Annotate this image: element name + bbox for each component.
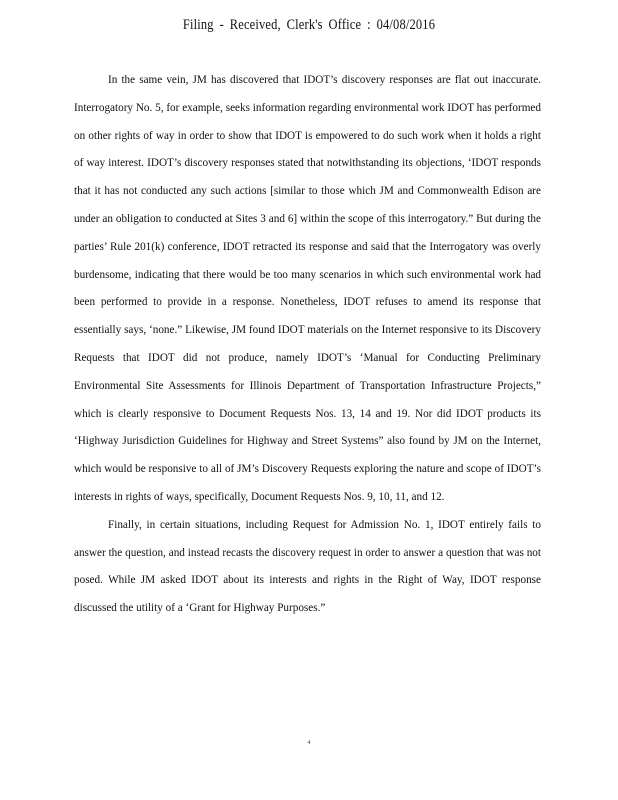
paragraph-request-for-admission: Finally, in certain situations, including Request for Admission No. 1, IDOT entirely fails to answer the question, and instead recasts the discovery request in order to answer a question that was not posed. While JM asked IDOT about its interests and rights in the Right of Way, IDOT response discussed the utility of a ‘Grant for Highway Purposes.” — [74, 518, 541, 615]
filing-header: Filing - Received, Clerk's Office : 04/08/2016 — [182, 17, 436, 33]
document-body — [74, 67, 541, 623]
page-number: 4 — [307, 740, 311, 746]
paragraph-discovery-responses: In the same vein, JM has discovered that IDOT’s discovery responses are flat out inaccurate. Interrogatory No. 5, for example, seeks information regarding environmental work IDOT has performed on other rights of way in order to show that IDOT is empowered to do such work when it holds a right of way interest. IDOT’s discovery responses stated that notwithstanding its objections, ‘IDOT responds that it has not conducted any such actions [similar to those which JM and Commonwealth Edison are under an obligation to conducted at Sites 3 and 6] within the scope of this interrogatory.” But during the parties’ Rule 201(k) conference, IDOT retracted its response and said that the Interrogatory was overly burdensome, indicating that there would be too many scenarios in which such environmental work had been performed to provide in a response. Nonetheless, IDOT refuses to amend its response that essentially says, ‘none.” Likewise, JM found IDOT materials on the Internet responsive to its Discovery Requests that IDOT did not produce, namely IDOT’s ‘Manual for Conducting Preliminary Environmental Site Assessments for Illinois Department of Transportation Infrastructure Projects,” which is clearly responsive to Document Requests Nos. 13, 14 and 19. Nor did IDOT products its ‘Highway Jurisdiction Guidelines for Highway and Street Systems” also found by JM on the Internet, which would be responsive to all of JM’s Discovery Requests exploring the nature and scope of IDOT’s interests in rights of ways, specifically, Document Requests Nos. 9, 10, 11, and 12. — [74, 74, 541, 503]
